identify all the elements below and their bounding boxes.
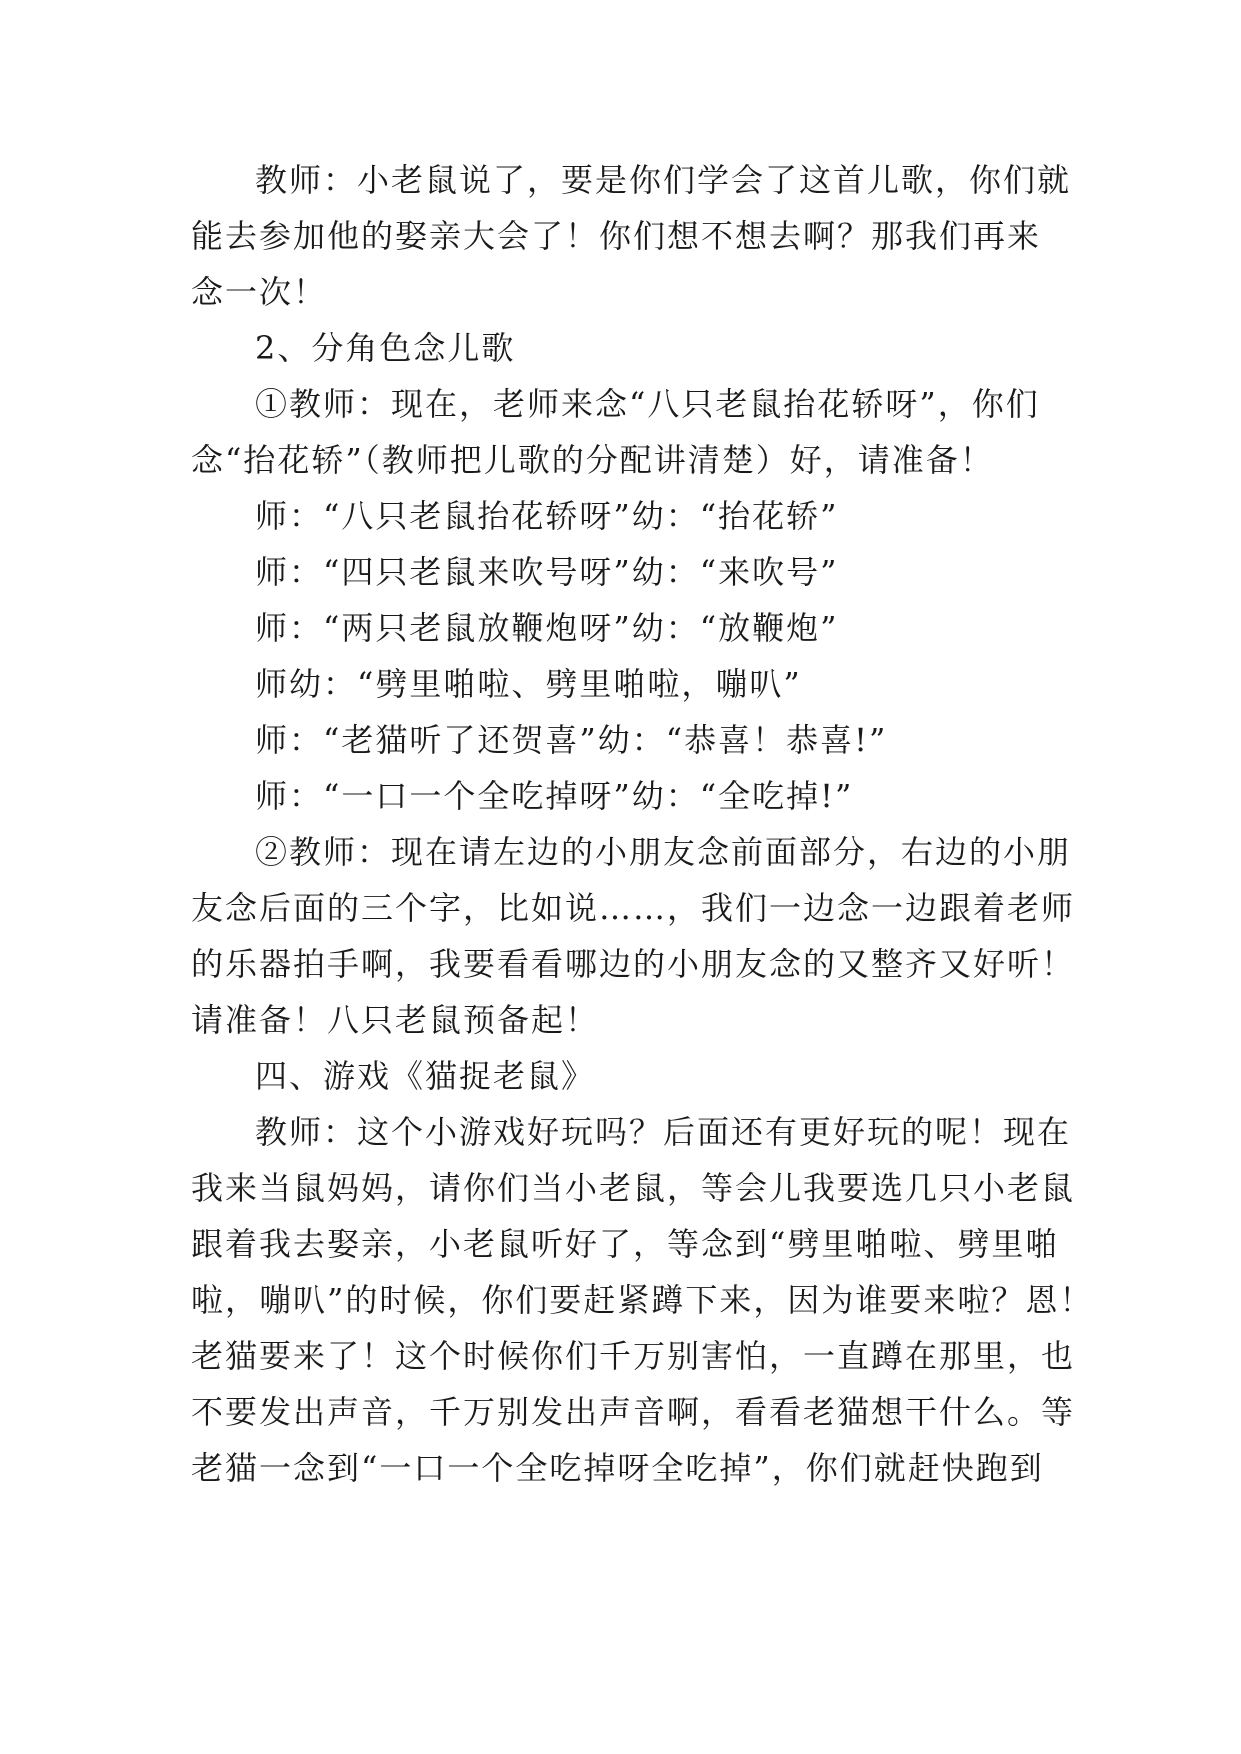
dialogue-line: 师：“八只老鼠抬花轿呀”幼：“抬花轿” xyxy=(255,497,839,535)
paragraph-line: 念一次！ xyxy=(191,273,328,311)
paragraph-line: 啦，嘣叭”的时候，你们要赶紧蹲下来，因为谁要来啦？恩！ xyxy=(191,1281,1094,1319)
paragraph-line: 跟着我去娶亲，小老鼠听好了，等念到“劈里啪啦、劈里啪 xyxy=(191,1225,1060,1263)
paragraph-line: ①教师：现在，老师来念“八只老鼠抬花轿呀”，你们 xyxy=(255,385,1040,423)
dialogue-line: 师：“老猫听了还贺喜”幼：“恭喜！恭喜!” xyxy=(255,721,888,759)
dialogue-line: 师幼：“劈里啪啦、劈里啪啦，嘣叭” xyxy=(255,665,802,703)
paragraph-line: 能去参加他的娶亲大会了！你们想不想去啊？那我们再来 xyxy=(191,217,1042,255)
paragraph-line: 的乐器拍手啊，我要看看哪边的小朋友念的又整齐又好听！ xyxy=(191,945,1076,983)
paragraph-line: 我来当鼠妈妈，请你们当小老鼠，等会儿我要选几只小老鼠 xyxy=(191,1169,1076,1207)
section-heading: 2、分角色念儿歌 xyxy=(255,329,516,367)
paragraph-line: 请准备！八只老鼠预备起！ xyxy=(191,1001,600,1039)
paragraph-line: 老猫要来了！这个时候你们千万别害怕，一直蹲在那里，也 xyxy=(191,1337,1076,1375)
paragraph-line: 不要发出声音，千万别发出声音啊，看看老猫想干什么。等 xyxy=(191,1393,1076,1431)
paragraph-line: 教师：这个小游戏好玩吗？后面还有更好玩的呢！现在 xyxy=(255,1113,1072,1151)
paragraph-line: 念“抬花轿”（教师把儿歌的分配讲清楚）好，请准备！ xyxy=(191,441,994,479)
dialogue-line: 师：“四只老鼠来吹号呀”幼：“来吹号” xyxy=(255,553,839,591)
paragraph-line: 友念后面的三个字，比如说……，我们一边念一边跟着老师 xyxy=(191,889,1076,927)
paragraph-line: 老猫一念到“一口一个全吃掉呀全吃掉”，你们就赶快跑到 xyxy=(191,1449,1044,1487)
dialogue-line: 师：“一口一个全吃掉呀”幼：“全吃掉!” xyxy=(255,777,854,815)
section-heading: 四、游戏《猫捉老鼠》 xyxy=(255,1057,596,1095)
paragraph-line: 教师：小老鼠说了，要是你们学会了这首儿歌，你们就 xyxy=(255,161,1072,199)
paragraph-line: ②教师：现在请左边的小朋友念前面部分，右边的小朋 xyxy=(255,833,1072,871)
dialogue-line: 师：“两只老鼠放鞭炮呀”幼：“放鞭炮” xyxy=(255,609,839,647)
